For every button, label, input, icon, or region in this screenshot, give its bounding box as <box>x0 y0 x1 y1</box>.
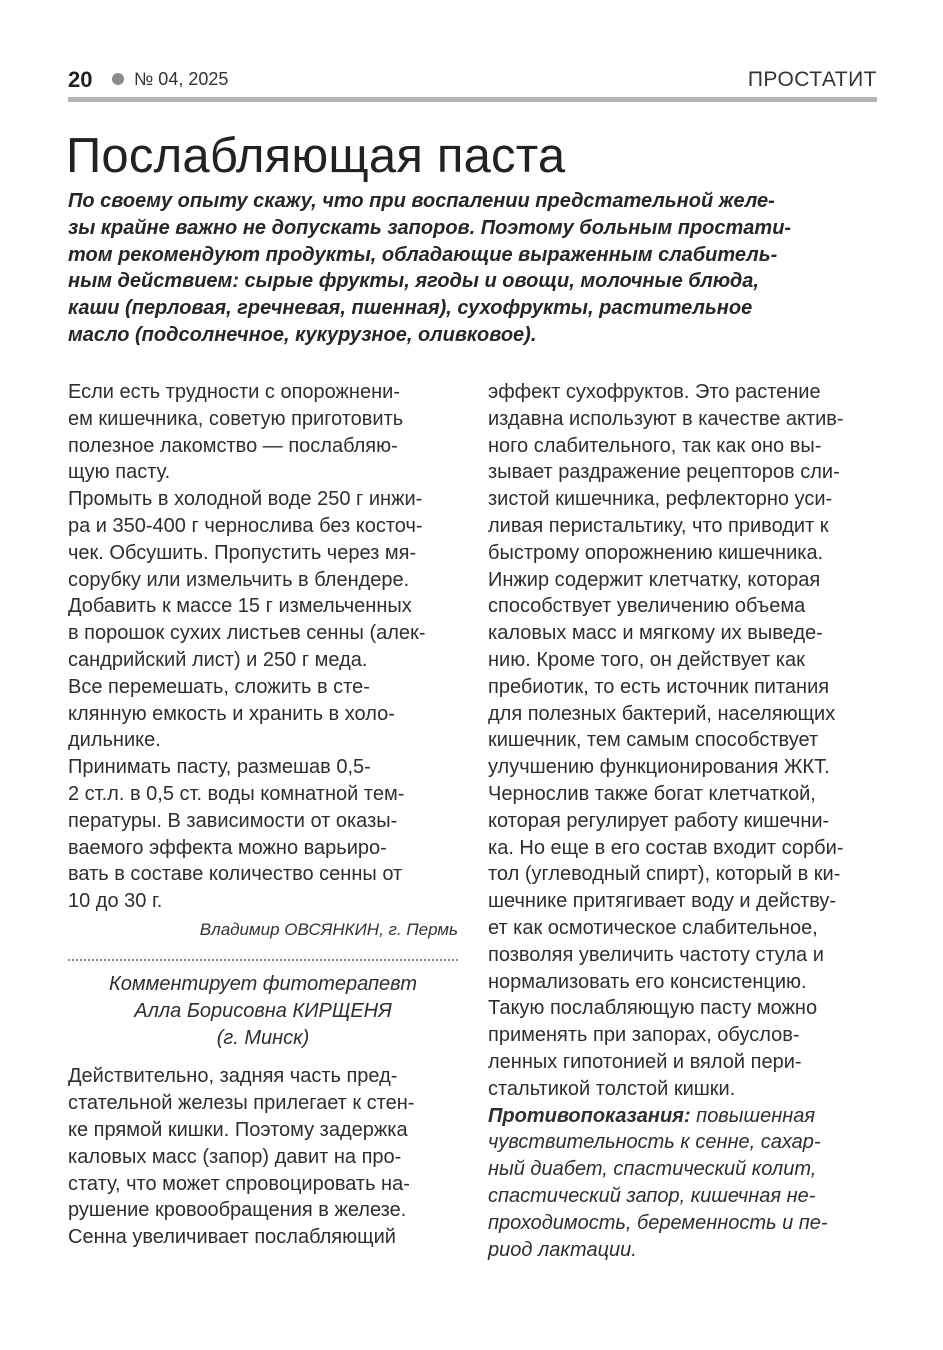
comment-heading <box>68 971 458 1051</box>
issue-number: № 04, 2025 <box>134 69 229 89</box>
text-line: вать в составе количество сенны от <box>68 863 403 886</box>
comment-heading-line: (г. Минск) <box>216 1026 310 1049</box>
contraindications-text: чувствительность к сенне, сахар- <box>488 1131 821 1154</box>
lead-line: По своему опыту скажу, что при воспалении предстательной желе- <box>68 190 775 212</box>
text-line: щую пасту. <box>68 461 171 484</box>
lead-line: том рекомендуют продукты, обладающие выраженным слабитель- <box>68 243 778 266</box>
text-line: стату, что может спровоцировать на- <box>68 1172 410 1195</box>
comment-heading-line: Алла Борисовна КИРЩЕНЯ <box>134 999 392 1022</box>
header-rule <box>68 97 877 102</box>
text-line: каловых масс и мягкому их выведе- <box>488 622 823 645</box>
contraindications-text: риод лактации. <box>488 1238 637 1261</box>
text-line: нормализовать его консистенцию. <box>488 970 807 993</box>
section-title: ПРОСТАТИТ <box>747 68 877 91</box>
text-line: зывает раздражение рецепторов сли- <box>488 461 840 484</box>
right-column <box>488 379 880 1263</box>
article-title: Послабляющая паста <box>66 129 566 183</box>
comment-text <box>68 1063 458 1251</box>
lead-line: ным действием: сырые фрукты, ягоды и овощи, молочные блюда, <box>68 270 759 293</box>
text-line: Сенна увеличивает послабляющий <box>68 1226 396 1249</box>
text-line: Действительно, задняя часть пред- <box>68 1065 398 1088</box>
text-line: дильнике. <box>68 729 161 752</box>
text-line: ливая перистальтику, что приводит к <box>488 514 829 537</box>
text-line: шечнике притягивает воду и действу- <box>488 890 837 913</box>
text-line: Все перемешать, сложить в сте- <box>68 675 370 698</box>
text-line: сандрийский лист) и 250 г меда. <box>68 648 368 671</box>
left-column <box>68 379 458 1251</box>
text-line: пературы. В зависимости от оказы- <box>68 809 398 832</box>
text-line: ка. Но еще в его состав входит сорби- <box>488 836 844 859</box>
text-line: кишечник, тем самым способствует <box>488 729 819 752</box>
text-line: для полезных бактерий, населяющих <box>488 702 836 725</box>
text-line: эффект сухофруктов. Это растение <box>488 381 821 403</box>
text-line: применять при запорах, обуслов- <box>488 1024 800 1047</box>
text-line: Принимать пасту, размешав 0,5- <box>68 756 371 779</box>
text-line: Такую послабляющую пасту можно <box>488 997 818 1020</box>
text-line: пребиотик, то есть источник питания <box>488 675 830 698</box>
text-line: издавна используют в качестве актив- <box>488 407 844 430</box>
text-line: способствует увеличению объема <box>488 595 806 618</box>
text-line: ленных гипотонией и вялой пери- <box>488 1050 802 1073</box>
text-line: ке прямой кишки. Поэтому задержка <box>68 1118 408 1141</box>
text-line: Промыть в холодной воде 250 г инжи- <box>68 488 423 511</box>
text-line: ра и 350-400 г чернослива без косточ- <box>68 514 423 537</box>
contraindications-text: проходимость, беременность и пе- <box>488 1211 828 1234</box>
contraindications-text: спастический запор, кишечная не- <box>488 1184 816 1207</box>
text-line: ного слабительного, так как оно вы- <box>488 434 822 457</box>
text-line: Если есть трудности с опорожнени- <box>68 381 400 403</box>
text-line: каловых масс (запор) давит на про- <box>68 1145 402 1168</box>
text-line: тол (углеводный спирт), который в ки- <box>488 863 841 886</box>
text-line: в порошок сухих листьев сенны (алек- <box>68 622 426 645</box>
text-line: ваемого эффекта можно варьиро- <box>68 836 387 859</box>
text-line: Добавить к массе 15 г измельченных <box>68 595 412 618</box>
text-line: чек. Обсушить. Пропустить через мя- <box>68 541 417 564</box>
page-header <box>68 64 877 94</box>
text-line: нию. Кроме того, он действует как <box>488 648 805 671</box>
text-line: 10 до 30 г. <box>68 890 163 913</box>
contraindications-text: повышенная <box>690 1104 816 1127</box>
lead-line: зы крайне важно не допускать запоров. Поэтому больным простати- <box>68 216 792 239</box>
article-lead <box>68 188 888 349</box>
contraindications-text: ный диабет, спастический колит, <box>488 1158 817 1181</box>
lead-line: каши (перловая, гречневая, пшенная), сухофрукты, растительное <box>68 297 753 320</box>
text-line: быстрому опорожнению кишечника. <box>488 541 824 564</box>
text-line: рушение кровообращения в железе. <box>68 1199 407 1222</box>
bullet-icon <box>112 73 124 85</box>
recipe-text <box>68 379 458 915</box>
text-line: стальтикой толстой кишки. <box>488 1077 736 1100</box>
text-line: стательной железы прилегает к стен- <box>68 1092 415 1115</box>
contraindications-line <box>488 1103 880 1130</box>
text-line: 2 ст.л. в 0,5 ст. воды комнатной тем- <box>68 782 405 805</box>
comment-heading-line: Комментирует фитотерапевт <box>108 972 418 995</box>
text-line: зистой кишечника, рефлекторно уси- <box>488 488 833 511</box>
text-line: которая регулирует работу кишечни- <box>488 809 830 832</box>
text-line: ет как осмотическое слабительное, <box>488 916 818 939</box>
lead-line: масло (подсолнечное, кукурузное, оливковое). <box>68 323 537 346</box>
text-line: улучшению функционирования ЖКТ. <box>488 756 830 779</box>
page-number: 20 <box>68 67 93 92</box>
text-line: клянную емкость и хранить в холо- <box>68 702 395 725</box>
dotted-divider <box>68 959 458 961</box>
text-line: Чернослив также богат клетчаткой, <box>488 782 816 805</box>
text-line: полезное лакомство — послабляю- <box>68 434 398 457</box>
text-line: Инжир содержит клетчатку, которая <box>488 568 821 591</box>
text-line: сорубку или измельчить в блендере. <box>68 568 410 591</box>
contraindications-label: Противопоказания: <box>488 1104 691 1127</box>
author-signature: Владимир ОВСЯНКИН, г. Пермь <box>199 919 458 939</box>
text-line: позволяя увеличить частоту стула и <box>488 943 824 966</box>
text-line: ем кишечника, советую приготовить <box>68 407 404 430</box>
